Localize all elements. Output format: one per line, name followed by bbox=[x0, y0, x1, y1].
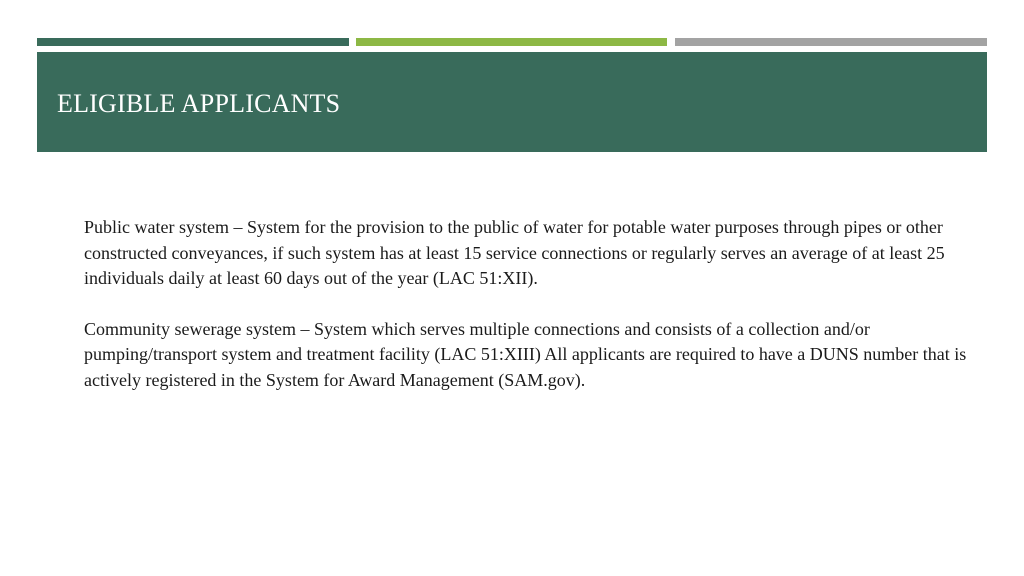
accent-bar-gray bbox=[675, 38, 987, 46]
accent-bar-green bbox=[356, 38, 667, 46]
paragraph-public-water-system: Public water system – System for the provision to the public of water for potable water purposes through pipes or other constructed conveyances, if such system has at least 15 service connections or regularly serves an average of at least 25 individuals daily at least 60 days out of the year (LAC 51:XII). bbox=[84, 217, 945, 288]
paragraph-community-sewerage-system: Community sewerage system – System which serves multiple connections and consists of a collection and/or pumping/transport system and treatment facility (LAC 51:XIII) All applicants are required to have a DUNS number that is actively registered in the System for Award Management (SAM.gov). bbox=[84, 318, 967, 390]
slide-body bbox=[84, 215, 994, 418]
accent-bar-dark bbox=[37, 38, 349, 46]
slide-title: ELIGIBLE APPLICANTS bbox=[57, 89, 341, 118]
title-band bbox=[37, 52, 987, 152]
